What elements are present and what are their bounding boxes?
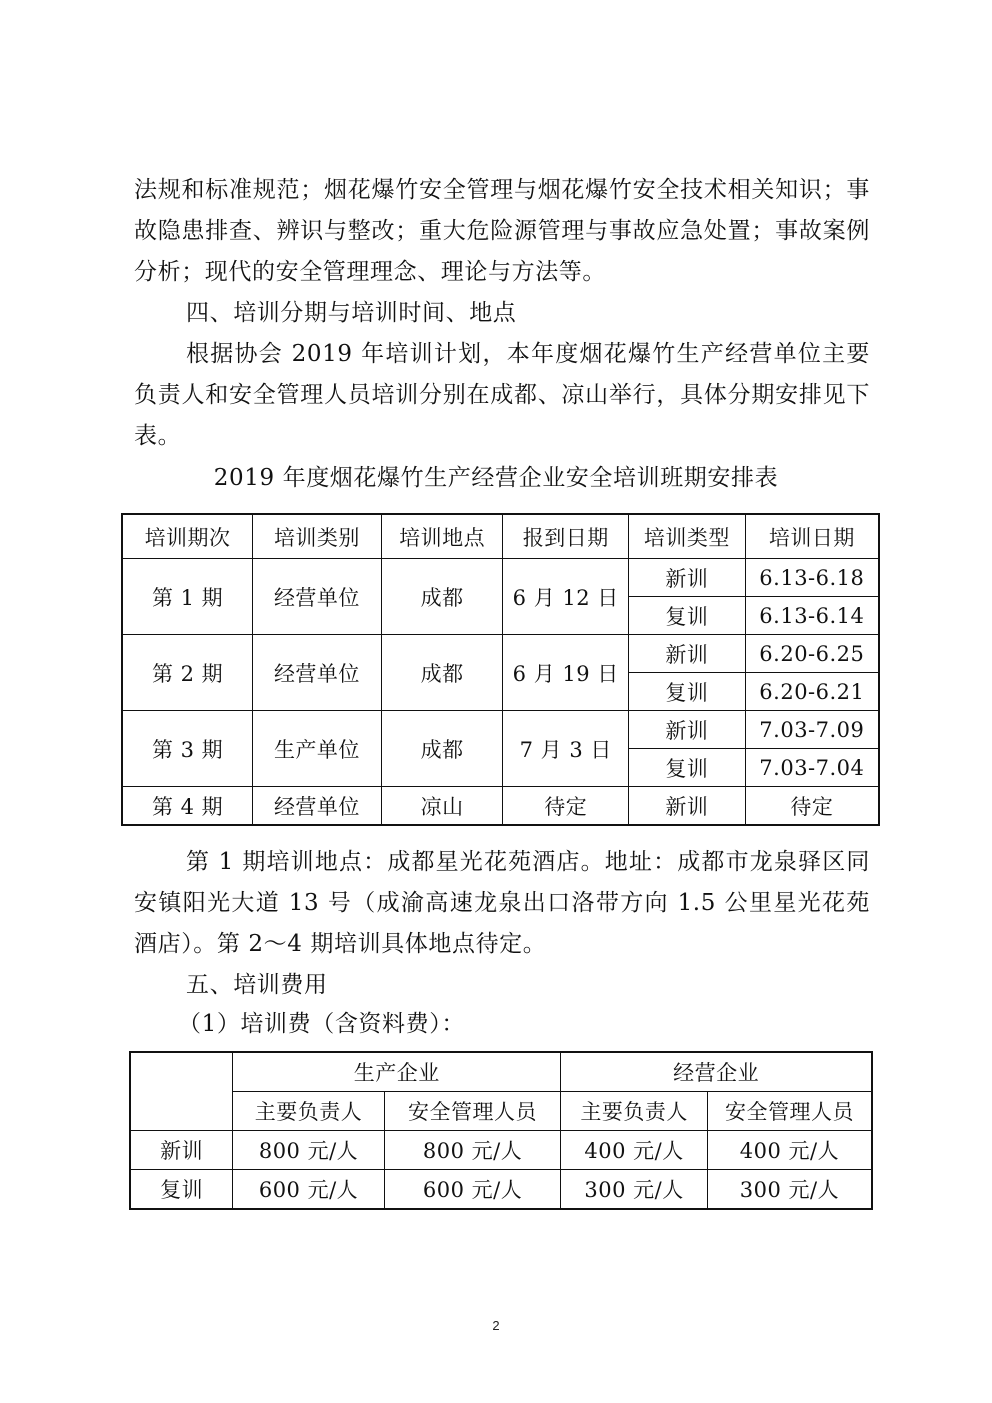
report-date-cell: 7 月 3 日 — [503, 711, 629, 787]
sub-header-cell: 安全管理人员 — [707, 1092, 872, 1131]
empty-corner-cell — [130, 1052, 233, 1131]
training-date-cell: 7.03-7.04 — [745, 749, 879, 787]
table-row — [130, 1170, 872, 1210]
fee-cell: 600 元/人 — [384, 1170, 561, 1210]
group-header-cell: 生产企业 — [233, 1052, 561, 1092]
training-type-cell: 新训 — [629, 787, 746, 826]
header-cell: 培训地点 — [381, 514, 503, 559]
fee-cell: 800 元/人 — [233, 1131, 385, 1170]
fee-cell: 300 元/人 — [707, 1170, 872, 1210]
period-cell: 第 1 期 — [122, 559, 253, 635]
report-date-cell: 6 月 19 日 — [503, 635, 629, 711]
schedule-table — [121, 513, 880, 826]
training-date-cell: 6.20-6.25 — [745, 635, 879, 673]
section-4-heading: 四、培训分期与培训时间、地点 — [186, 300, 517, 326]
training-date-cell: 待定 — [745, 787, 879, 826]
table-row — [122, 711, 879, 749]
location-cell: 成都 — [381, 711, 503, 787]
training-type-cell: 新训 — [629, 711, 746, 749]
training-type-cell: 复训 — [629, 597, 746, 635]
training-date-cell: 6.13-6.18 — [745, 559, 879, 597]
sub-header-cell: 安全管理人员 — [384, 1092, 561, 1131]
location-note-paragraph: 第 1 期培训地点：成都星光花苑酒店。地址：成都市龙泉驿区同安镇阳光大道 13 号（成渝高速龙泉出口洛带方向 1.5 公里星光花苑酒店）。第 2～4 期培训具体地点待定。 — [134, 849, 870, 957]
training-date-cell: 6.13-6.14 — [745, 597, 879, 635]
training-type-cell: 复训 — [629, 749, 746, 787]
category-cell: 经营单位 — [253, 559, 382, 635]
fee-sub-header-row — [130, 1092, 872, 1131]
training-date-cell: 7.03-7.09 — [745, 711, 879, 749]
table-row — [130, 1131, 872, 1170]
sub-header-cell: 主要负责人 — [561, 1092, 708, 1131]
fee-cell: 400 元/人 — [561, 1131, 708, 1170]
row-label-cell: 复训 — [130, 1170, 233, 1210]
section-4-body: 根据协会 2019 年培训计划，本年度烟花爆竹生产经营单位主要负责人和安全管理人员培训分别在成都、凉山举行，具体分期安排见下表。 — [134, 341, 870, 449]
header-cell: 培训期次 — [122, 514, 253, 559]
header-cell: 培训类型 — [629, 514, 746, 559]
table-row — [122, 635, 879, 673]
period-cell: 第 2 期 — [122, 635, 253, 711]
section-5-heading: 五、培训费用 — [186, 972, 328, 998]
fee-group-header-row — [130, 1052, 872, 1092]
table-row — [122, 787, 879, 826]
fee-subheading: （1）培训费（含资料费）： — [178, 1011, 465, 1037]
header-cell: 培训日期 — [745, 514, 879, 559]
training-type-cell: 复训 — [629, 673, 746, 711]
training-type-cell: 新训 — [629, 635, 746, 673]
report-date-cell: 6 月 12 日 — [503, 559, 629, 635]
group-header-cell: 经营企业 — [561, 1052, 872, 1092]
fee-cell: 300 元/人 — [561, 1170, 708, 1210]
category-cell: 生产单位 — [253, 711, 382, 787]
header-cell: 报到日期 — [503, 514, 629, 559]
page-number: 2 — [492, 1318, 500, 1333]
period-cell: 第 4 期 — [122, 787, 253, 826]
location-cell: 凉山 — [381, 787, 503, 826]
location-cell: 成都 — [381, 559, 503, 635]
intro-continuation-paragraph: 法规和标准规范；烟花爆竹安全管理与烟花爆竹安全技术相关知识；事故隐患排查、辨识与整改；重大危险源管理与事故应急处置；事故案例分析；现代的安全管理理念、理论与方法等。 — [134, 177, 870, 285]
training-type-cell: 新训 — [629, 559, 746, 597]
fee-table — [129, 1051, 873, 1210]
table-row — [122, 559, 879, 597]
category-cell: 经营单位 — [253, 787, 382, 826]
header-cell: 培训类别 — [253, 514, 382, 559]
period-cell: 第 3 期 — [122, 711, 253, 787]
location-cell: 成都 — [381, 635, 503, 711]
schedule-table-title: 2019 年度烟花爆竹生产经营企业安全培训班期安排表 — [213, 465, 779, 491]
fee-cell: 600 元/人 — [233, 1170, 385, 1210]
row-label-cell: 新训 — [130, 1131, 233, 1170]
fee-cell: 800 元/人 — [384, 1131, 561, 1170]
fee-cell: 400 元/人 — [707, 1131, 872, 1170]
category-cell: 经营单位 — [253, 635, 382, 711]
sub-header-cell: 主要负责人 — [233, 1092, 385, 1131]
training-date-cell: 6.20-6.21 — [745, 673, 879, 711]
table-header-row — [122, 514, 879, 559]
report-date-cell: 待定 — [503, 787, 629, 826]
